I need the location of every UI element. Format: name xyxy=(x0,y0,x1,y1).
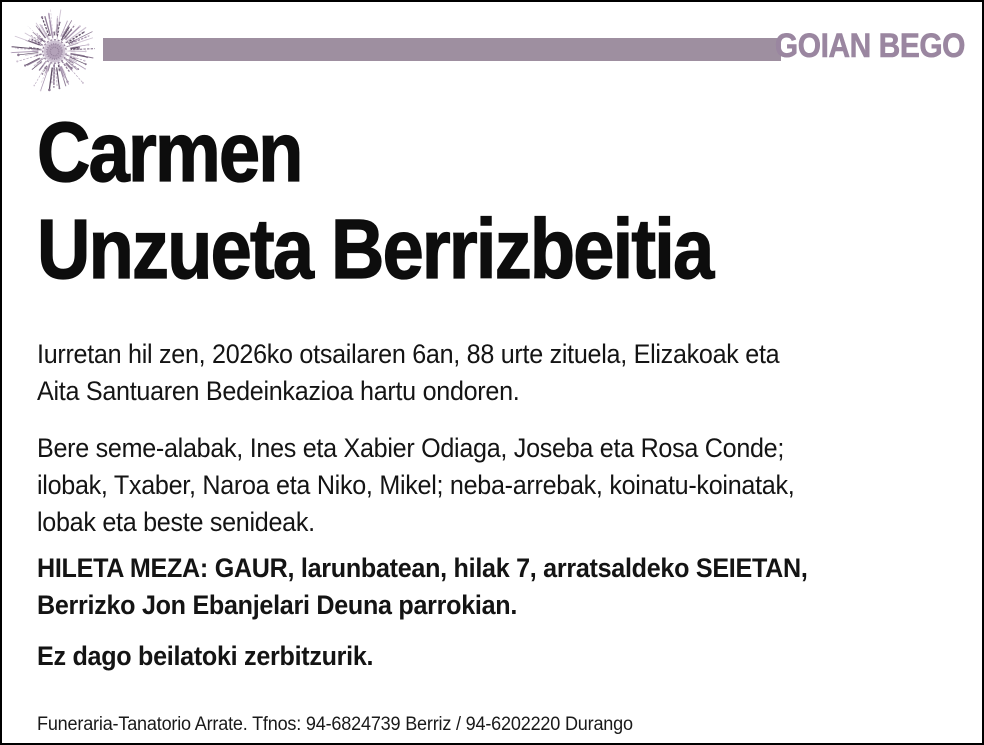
family-line: Bere seme-alabak, Ines eta Xabier Odiaga, Joseba eta Rosa Conde; xyxy=(37,433,785,463)
wake-notice-paragraph xyxy=(37,638,373,675)
thistle-flower-icon xyxy=(6,4,103,99)
wake-notice-line: Ez dago beilatoki zerbitzurik. xyxy=(37,641,374,671)
death-notice-paragraph xyxy=(37,336,779,410)
deceased-name xyxy=(37,104,712,298)
thistle-flower-svg xyxy=(6,4,103,99)
family-line: lobak eta beste senideak. xyxy=(37,507,315,537)
family-paragraph xyxy=(37,430,794,541)
motto-text: GOIAN BEGO xyxy=(774,27,965,65)
family-line: ilobak, Txaber, Naroa eta Niko, Mikel; neba-arrebak, koinatu-koinatak, xyxy=(37,470,795,500)
deceased-last-names: Unzueta Berrizbeitia xyxy=(37,202,713,296)
funeral-mass-paragraph xyxy=(37,550,808,624)
funeral-mass-line: HILETA MEZA: GAUR, larunbatean, hilak 7, arratsaldeko SEIETAN, xyxy=(37,553,808,583)
death-notice-line: Iurretan hil zen, 2026ko otsailaren 6an, 88 urte zituela, Elizakoak eta xyxy=(37,339,780,369)
funeral-home-footer: Funeraria-Tanatorio Arrate. Tfnos: 94-6824739 Berriz / 94-6202220 Durango xyxy=(37,714,633,735)
funeral-mass-line: Berrizko Jon Ebanjelari Deuna parrokian. xyxy=(37,590,518,620)
deceased-first-name: Carmen xyxy=(37,105,302,199)
death-notice-line: Aita Santuaren Bedeinkazioa hartu ondoren. xyxy=(37,376,520,406)
header-bar xyxy=(103,38,781,61)
